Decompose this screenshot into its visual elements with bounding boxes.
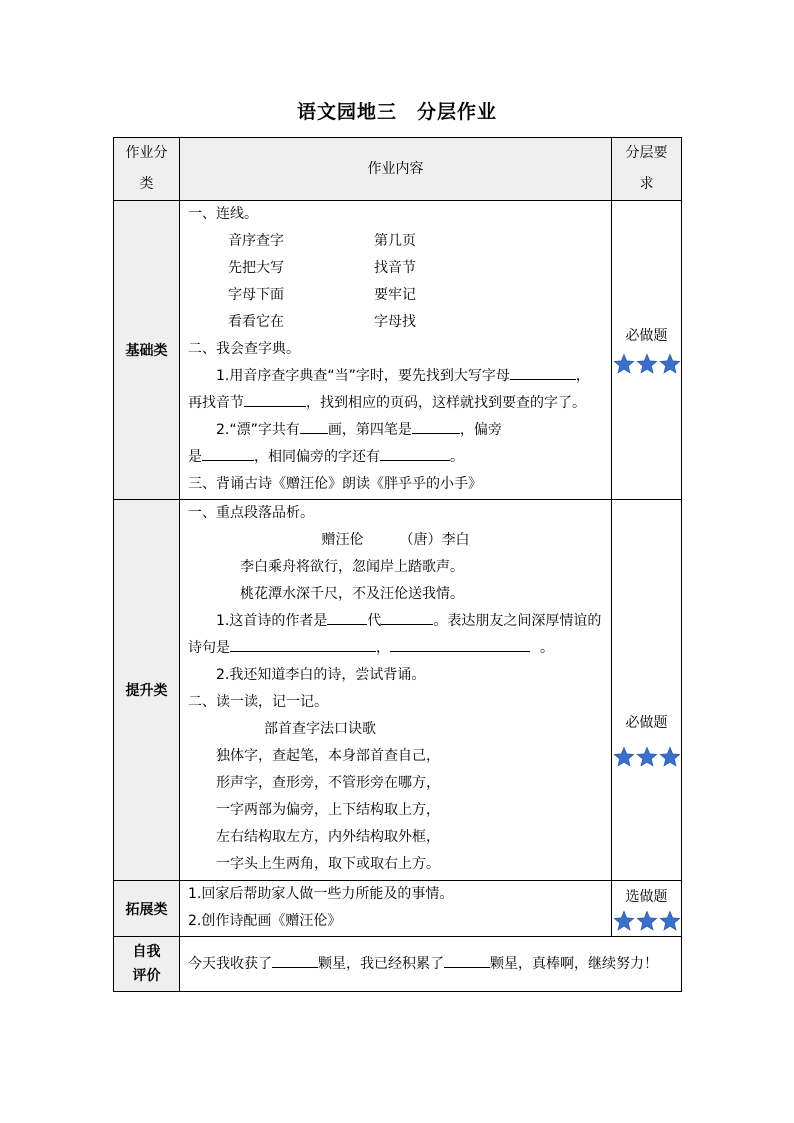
question-line: 2.“漂”字共有 画，第四笔是 ，偏旁 xyxy=(180,417,611,444)
rhyme-line: 一字两部为偏旁，上下结构取上方， xyxy=(216,802,440,818)
header-requirement: 分层要求 xyxy=(612,138,682,201)
header-category: 作业分类 xyxy=(114,138,180,201)
task-item: 1.回家后帮助家人做一些力所能及的事情。 xyxy=(188,886,454,902)
content-self xyxy=(180,937,682,992)
star-icon xyxy=(613,910,635,932)
content-extend xyxy=(180,881,612,937)
question-line: 再找音节 ，找到相应的页码，这样就找到要查的字了。 xyxy=(180,390,611,417)
answer-blank[interactable] xyxy=(202,445,254,461)
match-pair: 字母下面 要牢记 xyxy=(228,287,416,303)
answer-blank[interactable] xyxy=(390,636,530,652)
star-icon xyxy=(613,353,635,375)
requirement-extend xyxy=(612,881,682,937)
answer-blank[interactable] xyxy=(327,609,367,625)
question-line: 2.我还知道李白的诗，尝试背诵。 xyxy=(216,667,426,683)
star-icon xyxy=(636,746,658,768)
answer-blank[interactable] xyxy=(412,418,460,434)
section-title: 一、重点段落品析。 xyxy=(188,505,314,521)
star-rating xyxy=(612,910,681,932)
rhyme-line: 一字头上生两角，取下或取右上方。 xyxy=(216,856,440,872)
requirement-label: 选做题 xyxy=(625,888,668,905)
star-icon xyxy=(659,746,681,768)
star-icon xyxy=(636,353,658,375)
category-extend: 拓展类 xyxy=(114,881,180,937)
rhyme-title: 部首查字法口诀歌 xyxy=(264,721,376,737)
header-content: 作业内容 xyxy=(180,138,612,201)
task-item: 2.创作诗配画《赠汪伦》 xyxy=(188,913,342,929)
content-basic xyxy=(180,201,612,500)
section-title: 二、读一读，记一记。 xyxy=(188,694,328,710)
homework-table xyxy=(113,137,682,992)
rhyme-line: 独体字，查起笔，本身部首查自己， xyxy=(216,748,440,764)
section-title: 一、连线。 xyxy=(188,206,258,222)
answer-blank[interactable] xyxy=(444,952,490,968)
star-icon xyxy=(659,353,681,375)
match-pair: 看看它在 字母找 xyxy=(228,314,416,330)
star-rating xyxy=(612,353,681,375)
rhyme-line: 左右结构取左方，内外结构取外框， xyxy=(216,829,440,845)
requirement-label: 必做题 xyxy=(625,715,668,731)
rhyme-line: 形声字，查形旁，不管形旁在哪方， xyxy=(216,775,440,791)
requirement-basic xyxy=(612,201,682,500)
content-improve xyxy=(180,500,612,881)
answer-blank[interactable] xyxy=(230,636,376,652)
question-line: 1.用音序查字典查“当”字时，要先找到大写字母 ， xyxy=(180,363,611,390)
question-line: 诗句是 ， 。 xyxy=(180,635,611,662)
answer-blank[interactable] xyxy=(300,418,328,434)
answer-blank[interactable] xyxy=(244,391,306,407)
question-line: 1.这首诗的作者是 代 。表达朋友之间深厚情谊的 xyxy=(180,608,611,635)
header-row xyxy=(114,138,682,201)
category-improve: 提升类 xyxy=(114,500,180,881)
answer-blank[interactable] xyxy=(272,952,318,968)
page-title: 语文园地三 分层作业 xyxy=(296,101,497,123)
star-rating xyxy=(612,746,681,768)
requirement-label: 必做题 xyxy=(625,328,668,344)
star-icon xyxy=(613,746,635,768)
match-pair: 音序查字 第几页 xyxy=(228,233,416,249)
star-icon xyxy=(636,910,658,932)
row-extend xyxy=(114,881,682,937)
match-pair: 先把大写 找音节 xyxy=(228,260,416,276)
category-self: 自我评价 xyxy=(114,937,180,992)
row-improve xyxy=(114,500,682,881)
question-line: 是 ，相同偏旁的字还有 。 xyxy=(180,444,611,471)
poem-line: 桃花潭水深千尺，不及汪伦送我情。 xyxy=(240,586,464,602)
category-basic: 基础类 xyxy=(114,201,180,500)
row-self-evaluation xyxy=(114,937,682,992)
row-basic xyxy=(114,201,682,500)
star-icon xyxy=(659,910,681,932)
section-title: 三、背诵古诗《赠汪伦》朗读《胖乎乎的小手》 xyxy=(188,476,482,492)
poem-heading: 赠汪伦 （唐）李白 xyxy=(321,532,470,548)
section-title: 二、我会查字典。 xyxy=(188,341,300,357)
self-evaluation-line: 今天我收获了 颗星，我已经积累了 颗星，真棒啊，继续努力！ xyxy=(180,951,681,978)
answer-blank[interactable] xyxy=(380,445,450,461)
answer-blank[interactable] xyxy=(510,364,576,380)
answer-blank[interactable] xyxy=(381,609,433,625)
requirement-improve xyxy=(612,500,682,881)
poem-line: 李白乘舟将欲行，忽闻岸上踏歌声。 xyxy=(240,559,464,575)
